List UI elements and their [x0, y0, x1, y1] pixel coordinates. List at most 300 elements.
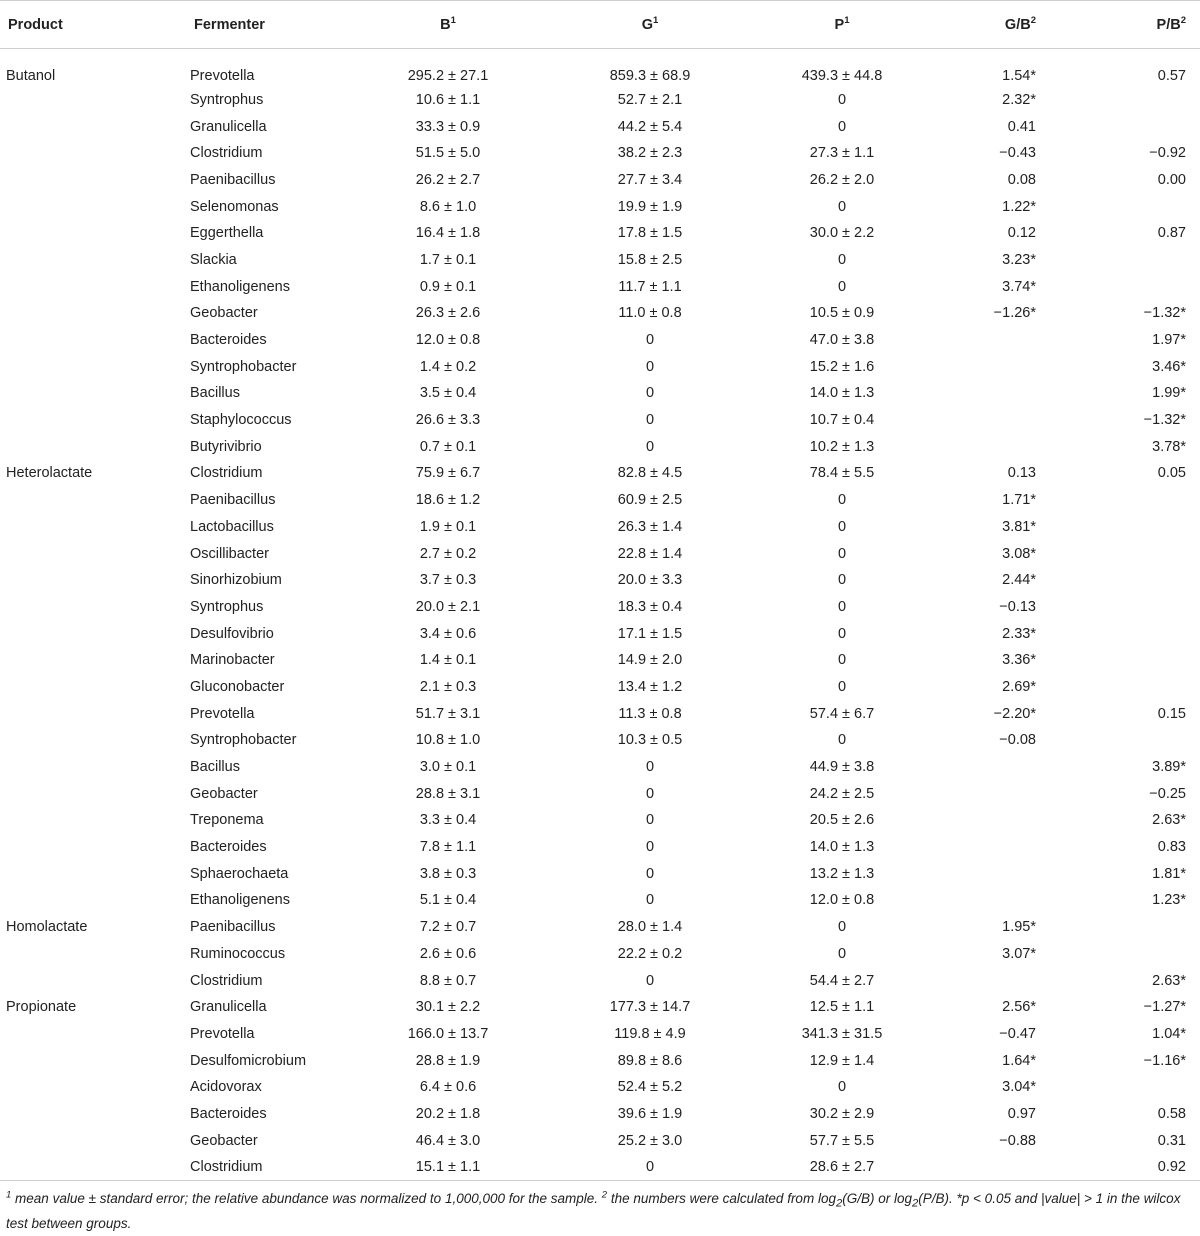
cell-pb [1108, 113, 1200, 140]
table-row [0, 620, 1200, 647]
cell-fermenter: Granulicella [190, 118, 267, 135]
cell-product [0, 140, 186, 167]
cell-g: 20.0 ± 3.3 [617, 572, 683, 589]
cell-p: 0 [837, 598, 847, 615]
cell-pb [1108, 727, 1200, 754]
cell-b: 20.2 ± 1.8 [415, 1105, 481, 1122]
cell-g: 0 [645, 812, 655, 829]
header-pb: $P/B^2$ [1108, 1, 1200, 49]
cell-fermenter: Selenomonas [190, 198, 279, 215]
cell-p: 341.3 ± 31.5 [801, 1025, 883, 1042]
cell-p: 13.2 ± 1.3 [809, 865, 875, 882]
cell-p: 0 [837, 732, 847, 749]
cell-gb: 3.74* [1002, 278, 1036, 295]
table-row [0, 300, 1200, 327]
cell-product [0, 327, 186, 354]
cell-b: 20.0 ± 2.1 [415, 598, 481, 615]
cell-b: 10.8 ± 1.0 [415, 732, 481, 749]
cell-product [0, 1021, 186, 1048]
cell-pb: 1.04* [1152, 1025, 1186, 1042]
cell-b: 2.1 ± 0.3 [419, 678, 477, 695]
table-row [0, 87, 1200, 114]
cell-pb: 1.23* [1152, 892, 1186, 909]
cell-pb [1108, 941, 1200, 968]
cell-fermenter: Bacillus [190, 385, 240, 402]
cell-product: Propionate [6, 999, 77, 1016]
cell-fermenter: Paenibacillus [190, 919, 276, 936]
table-row [0, 967, 1200, 994]
cell-g: 0 [645, 972, 655, 989]
cell-p: 0 [837, 652, 847, 669]
cell-product: Homolactate [6, 919, 88, 936]
cell-pb: 0.92 [1108, 1154, 1200, 1181]
cell-p: 439.3 ± 44.8 [801, 67, 883, 84]
table-row [0, 514, 1200, 541]
cell-fermenter: Syntrophobacter [190, 732, 297, 749]
cell-gb [934, 780, 1108, 807]
header-gb: $G/B^2$ [934, 1, 1108, 49]
cell-b: 3.4 ± 0.6 [419, 625, 477, 642]
cell-product [0, 1047, 186, 1074]
cell-p: 0 [837, 118, 847, 135]
cell-gb: 2.69* [1002, 678, 1036, 695]
cell-product [0, 647, 186, 674]
cell-gb: 1.54* [1002, 67, 1036, 84]
table-row [0, 273, 1200, 300]
table-row [0, 1047, 1200, 1074]
cell-product [0, 353, 186, 380]
cell-gb: 2.56* [1002, 999, 1036, 1016]
cell-product [0, 1101, 186, 1128]
cell-b: 51.5 ± 5.0 [415, 145, 481, 162]
cell-p: 20.5 ± 2.6 [809, 812, 875, 829]
cell-b: 0.7 ± 0.1 [419, 438, 477, 455]
cell-b: 1.4 ± 0.2 [419, 358, 477, 375]
cell-gb: 0.13 [1007, 465, 1036, 482]
cell-gb: 0.12 [1007, 225, 1036, 242]
cell-product [0, 754, 186, 781]
cell-b: 0.9 ± 0.1 [419, 278, 477, 295]
cell-g: 17.1 ± 1.5 [617, 625, 683, 642]
cell-product [0, 167, 186, 194]
cell-b: 166.0 ± 13.7 [407, 1025, 489, 1042]
cell-g: 119.8 ± 4.9 [614, 1025, 686, 1042]
cell-product [0, 514, 186, 541]
cell-gb: −1.26* [993, 305, 1036, 322]
cell-p: 0 [837, 625, 847, 642]
cell-gb [934, 380, 1108, 407]
cell-b: 28.8 ± 3.1 [415, 785, 481, 802]
cell-b: 3.7 ± 0.3 [419, 572, 477, 589]
cell-fermenter: Slackia [190, 251, 237, 268]
cell-g: 22.2 ± 0.2 [617, 945, 683, 962]
cell-g: 10.3 ± 0.5 [617, 732, 683, 749]
table-row [0, 594, 1200, 621]
header-fermenter: Fermenter [186, 1, 346, 49]
cell-gb [934, 433, 1108, 460]
cell-gb: 2.44* [1002, 572, 1036, 589]
cell-product [0, 674, 186, 701]
table-row [0, 353, 1200, 380]
cell-pb [1108, 674, 1200, 701]
cell-b: 295.2 ± 27.1 [407, 67, 489, 84]
cell-g: 0 [550, 1154, 750, 1181]
cell-p: 28.6 ± 2.7 [750, 1154, 934, 1181]
table-row [0, 167, 1200, 194]
cell-pb: 2.63* [1152, 972, 1186, 989]
cell-b: 33.3 ± 0.9 [415, 118, 481, 135]
cell-fermenter: Marinobacter [190, 652, 275, 669]
table-row [0, 433, 1200, 460]
cell-p: 10.5 ± 0.9 [809, 305, 875, 322]
cell-pb: 0.05 [1157, 465, 1186, 482]
cell-fermenter: Granulicella [190, 999, 267, 1016]
cell-gb: 0.41 [1007, 118, 1036, 135]
table-row [0, 1154, 1200, 1181]
cell-g: 0 [645, 839, 655, 856]
cell-gb [934, 1154, 1108, 1181]
table-row [0, 1101, 1200, 1128]
cell-g: 27.7 ± 3.4 [617, 171, 683, 188]
cell-p: 0 [837, 198, 847, 215]
cell-fermenter: Sphaerochaeta [190, 865, 289, 882]
cell-pb: 2.63* [1152, 812, 1186, 829]
table-row [0, 567, 1200, 594]
cell-fermenter: Staphylococcus [190, 412, 292, 429]
cell-product [0, 1154, 186, 1181]
cell-gb: 1.71* [1002, 492, 1036, 509]
header-p: $P^1$ [750, 1, 934, 49]
cell-fermenter: Treponema [190, 812, 264, 829]
cell-pb [1108, 487, 1200, 514]
cell-g: 26.3 ± 1.4 [617, 518, 683, 535]
table-row [0, 834, 1200, 861]
cell-b: 6.4 ± 0.6 [419, 1079, 477, 1096]
cell-p: 0 [837, 1079, 847, 1096]
cell-g: 11.7 ± 1.1 [618, 278, 682, 295]
cell-product [0, 887, 186, 914]
cell-product [0, 247, 186, 274]
cell-pb: −1.32* [1143, 305, 1186, 322]
cell-product [0, 380, 186, 407]
cell-b: 7.8 ± 1.1 [419, 839, 477, 856]
cell-b: 8.8 ± 0.7 [419, 972, 477, 989]
cell-b: 1.9 ± 0.1 [419, 518, 477, 535]
table-row [0, 914, 1200, 941]
cell-b: 7.2 ± 0.7 [419, 919, 477, 936]
cell-product: Butanol [6, 67, 56, 84]
cell-gb: −0.88 [999, 1132, 1036, 1149]
cell-product [0, 87, 186, 114]
cell-g: 38.2 ± 2.3 [617, 145, 683, 162]
cell-pb [1108, 247, 1200, 274]
table-row [0, 780, 1200, 807]
cell-fermenter: Geobacter [190, 1132, 258, 1149]
cell-gb: 1.64* [1002, 1052, 1036, 1069]
table-row [0, 487, 1200, 514]
cell-p: 57.7 ± 5.5 [809, 1132, 875, 1149]
cell-fermenter: Clostridium [190, 465, 263, 482]
cell-p: 10.2 ± 1.3 [809, 438, 875, 455]
cell-g: 177.3 ± 14.7 [609, 999, 691, 1016]
cell-product [0, 273, 186, 300]
cell-pb [1108, 514, 1200, 541]
cell-g: 859.3 ± 68.9 [609, 67, 691, 84]
cell-product [0, 594, 186, 621]
cell-g: 39.6 ± 1.9 [617, 1105, 683, 1122]
cell-gb [934, 353, 1108, 380]
cell-product [0, 780, 186, 807]
cell-g: 0 [645, 385, 655, 402]
header-g: $G^1$ [550, 1, 750, 49]
table-row [0, 887, 1200, 914]
cell-g: 0 [645, 358, 655, 375]
cell-p: 0 [837, 545, 847, 562]
cell-p: 0 [837, 278, 847, 295]
cell-g: 28.0 ± 1.4 [617, 919, 683, 936]
cell-fermenter: Prevotella [190, 67, 255, 84]
cell-b: 51.7 ± 3.1 [415, 705, 481, 722]
cell-g: 44.2 ± 5.4 [617, 118, 683, 135]
cell-p: 0 [837, 572, 847, 589]
cell-p: 12.9 ± 1.4 [809, 1052, 875, 1069]
cell-fermenter: Syntrophobacter [190, 358, 297, 375]
cell-b: 2.7 ± 0.2 [419, 545, 477, 562]
cell-p: 0 [837, 492, 847, 509]
cell-gb [934, 887, 1108, 914]
cell-g: 14.9 ± 2.0 [617, 652, 683, 669]
cell-gb [934, 407, 1108, 434]
cell-fermenter: Paenibacillus [190, 171, 276, 188]
cell-p: 15.2 ± 1.6 [809, 358, 875, 375]
cell-p: 0 [837, 518, 847, 535]
table-row [0, 807, 1200, 834]
cell-b: 28.8 ± 1.9 [415, 1052, 481, 1069]
cell-fermenter: Syntrophus [190, 91, 264, 108]
cell-gb: 3.04* [1002, 1079, 1036, 1096]
cell-product [0, 620, 186, 647]
cell-gb: 1.22* [1002, 198, 1036, 215]
cell-gb: −0.47 [999, 1025, 1036, 1042]
cell-product [0, 860, 186, 887]
cell-gb: −0.13 [999, 598, 1036, 615]
cell-p: 30.2 ± 2.9 [809, 1105, 875, 1122]
cell-product [0, 567, 186, 594]
table-body [0, 49, 1200, 1181]
cell-p: 26.2 ± 2.0 [809, 171, 875, 188]
cell-pb: 1.99* [1152, 385, 1186, 402]
cell-product [0, 727, 186, 754]
cell-fermenter: Clostridium [186, 1154, 346, 1181]
cell-gb: 0.08 [1007, 171, 1036, 188]
cell-p: 57.4 ± 6.7 [809, 705, 875, 722]
cell-p: 0 [837, 678, 847, 695]
cell-product: Heterolactate [6, 465, 93, 482]
header-row [0, 1, 1200, 49]
cell-pb: 1.97* [1152, 332, 1186, 349]
cell-pb [1108, 193, 1200, 220]
cell-pb: −0.92 [1149, 145, 1186, 162]
cell-product [0, 433, 186, 460]
cell-g: 18.3 ± 0.4 [617, 598, 683, 615]
table-row [0, 1127, 1200, 1154]
cell-gb: 1.95* [1002, 919, 1036, 936]
table-row [0, 860, 1200, 887]
cell-g: 60.9 ± 2.5 [617, 492, 683, 509]
cell-product [0, 220, 186, 247]
cell-fermenter: Butyrivibrio [190, 438, 262, 455]
cell-b: 15.1 ± 1.1 [346, 1154, 550, 1181]
cell-p: 27.3 ± 1.1 [809, 145, 875, 162]
cell-pb: 0.31 [1157, 1132, 1186, 1149]
cell-pb [1108, 567, 1200, 594]
cell-product [0, 941, 186, 968]
cell-g: 52.4 ± 5.2 [617, 1079, 683, 1096]
cell-g: 52.7 ± 2.1 [617, 91, 683, 108]
table-footnote: $^1$ mean value ± standard error; the relative abundance was normalized to 1,000,000 for the sample. $^2$ the numbers were calculated from $\log_2(G/B)$ or $\log_2(P/B)$. *p < 0.05 and |value| > 1 in the wilcox test between groups. [6, 1189, 1181, 1231]
header-product: Product [0, 1, 186, 49]
cell-fermenter: Ethanoligenens [190, 892, 290, 909]
cell-b: 1.4 ± 0.1 [419, 652, 477, 669]
cell-pb: −1.32* [1143, 412, 1186, 429]
cell-gb [934, 807, 1108, 834]
table-row [0, 754, 1200, 781]
cell-pb: 3.46* [1152, 358, 1186, 375]
cell-g: 0 [645, 892, 655, 909]
cell-b: 26.3 ± 2.6 [415, 305, 481, 322]
cell-b: 3.5 ± 0.4 [419, 385, 477, 402]
cell-g: 0 [645, 438, 655, 455]
cell-gb: 3.36* [1002, 652, 1036, 669]
cell-fermenter: Ruminococcus [190, 945, 286, 962]
cell-gb: 2.33* [1002, 625, 1036, 642]
cell-b: 26.2 ± 2.7 [415, 171, 481, 188]
cell-p: 78.4 ± 5.5 [809, 465, 875, 482]
cell-gb: 0.97 [1007, 1105, 1036, 1122]
cell-pb: 3.89* [1152, 759, 1186, 776]
cell-p: 12.0 ± 0.8 [809, 892, 875, 909]
cell-fermenter: Paenibacillus [190, 492, 276, 509]
cell-pb [1108, 620, 1200, 647]
table-row [0, 727, 1200, 754]
cell-b: 16.4 ± 1.8 [415, 225, 481, 242]
table-row [0, 540, 1200, 567]
cell-b: 1.7 ± 0.1 [419, 251, 477, 268]
table-row [0, 1074, 1200, 1101]
cell-product [0, 834, 186, 861]
cell-b: 3.8 ± 0.3 [419, 865, 477, 882]
cell-pb [1108, 594, 1200, 621]
cell-b: 2.6 ± 0.6 [419, 945, 477, 962]
cell-fermenter: Acidovorax [190, 1079, 262, 1096]
cell-p: 44.9 ± 3.8 [809, 759, 875, 776]
cell-pb: 0.87 [1157, 225, 1186, 242]
cell-fermenter: Geobacter [190, 305, 258, 322]
cell-g: 82.8 ± 4.5 [617, 465, 683, 482]
cell-g: 25.2 ± 3.0 [617, 1132, 683, 1149]
table-row [0, 220, 1200, 247]
cell-gb: 3.23* [1002, 251, 1036, 268]
cell-p: 14.0 ± 1.3 [809, 385, 875, 402]
cell-b: 18.6 ± 1.2 [415, 492, 481, 509]
cell-p: 10.7 ± 0.4 [809, 412, 875, 429]
cell-fermenter: Prevotella [190, 705, 255, 722]
cell-b: 46.4 ± 3.0 [415, 1132, 481, 1149]
cell-b: 30.1 ± 2.2 [415, 999, 481, 1016]
cell-b: 3.3 ± 0.4 [419, 812, 477, 829]
cell-gb: −0.43 [999, 145, 1036, 162]
cell-fermenter: Bacteroides [190, 1105, 267, 1122]
table-row [0, 380, 1200, 407]
cell-fermenter: Clostridium [190, 145, 263, 162]
cell-product [0, 487, 186, 514]
cell-pb [1108, 540, 1200, 567]
cell-fermenter: Ethanoligenens [190, 278, 290, 295]
cell-pb: 0.58 [1157, 1105, 1186, 1122]
cell-fermenter: Gluconobacter [190, 678, 285, 695]
cell-gb: −2.20* [993, 705, 1036, 722]
cell-g: 17.8 ± 1.5 [617, 225, 683, 242]
table-row [0, 994, 1200, 1021]
cell-pb: 0.57 [1157, 67, 1186, 84]
cell-product [0, 540, 186, 567]
cell-pb [1108, 914, 1200, 941]
cell-g: 11.0 ± 0.8 [618, 305, 682, 322]
cell-fermenter: Lactobacillus [190, 518, 274, 535]
table-row [0, 674, 1200, 701]
cell-g: 11.3 ± 0.8 [618, 705, 682, 722]
cell-pb: −1.27* [1143, 999, 1186, 1016]
cell-fermenter: Oscillibacter [190, 545, 269, 562]
cell-product [0, 1127, 186, 1154]
cell-fermenter: Desulfovibrio [190, 625, 274, 642]
cell-product [0, 967, 186, 994]
cell-pb: 1.81* [1152, 865, 1186, 882]
cell-product [0, 193, 186, 220]
cell-gb: 3.07* [1002, 945, 1036, 962]
cell-b: 26.6 ± 3.3 [415, 412, 481, 429]
cell-fermenter: Eggerthella [190, 225, 264, 242]
cell-gb: 2.32* [1002, 91, 1036, 108]
cell-gb: 3.08* [1002, 545, 1036, 562]
cell-fermenter: Bacillus [190, 759, 240, 776]
cell-g: 0 [645, 332, 655, 349]
cell-product [0, 407, 186, 434]
table-row [0, 460, 1200, 487]
cell-product [0, 807, 186, 834]
cell-b: 10.6 ± 1.1 [415, 91, 481, 108]
cell-b: 3.0 ± 0.1 [419, 759, 477, 776]
cell-g: 13.4 ± 1.2 [617, 678, 683, 695]
cell-fermenter: Geobacter [190, 785, 258, 802]
cell-p: 0 [837, 91, 847, 108]
cell-pb: 0.83 [1157, 839, 1186, 856]
cell-pb: 3.78* [1152, 438, 1186, 455]
table-row [0, 247, 1200, 274]
cell-g: 19.9 ± 1.9 [617, 198, 683, 215]
table-row [0, 941, 1200, 968]
table-row [0, 49, 1200, 87]
cell-pb: 0.15 [1157, 705, 1186, 722]
cell-b: 12.0 ± 0.8 [415, 332, 481, 349]
cell-p: 0 [837, 251, 847, 268]
cell-p: 0 [837, 919, 847, 936]
cell-p: 30.0 ± 2.2 [809, 225, 875, 242]
cell-gb [934, 860, 1108, 887]
cell-pb [1108, 1074, 1200, 1101]
table-row [0, 193, 1200, 220]
cell-b: 75.9 ± 6.7 [415, 465, 481, 482]
